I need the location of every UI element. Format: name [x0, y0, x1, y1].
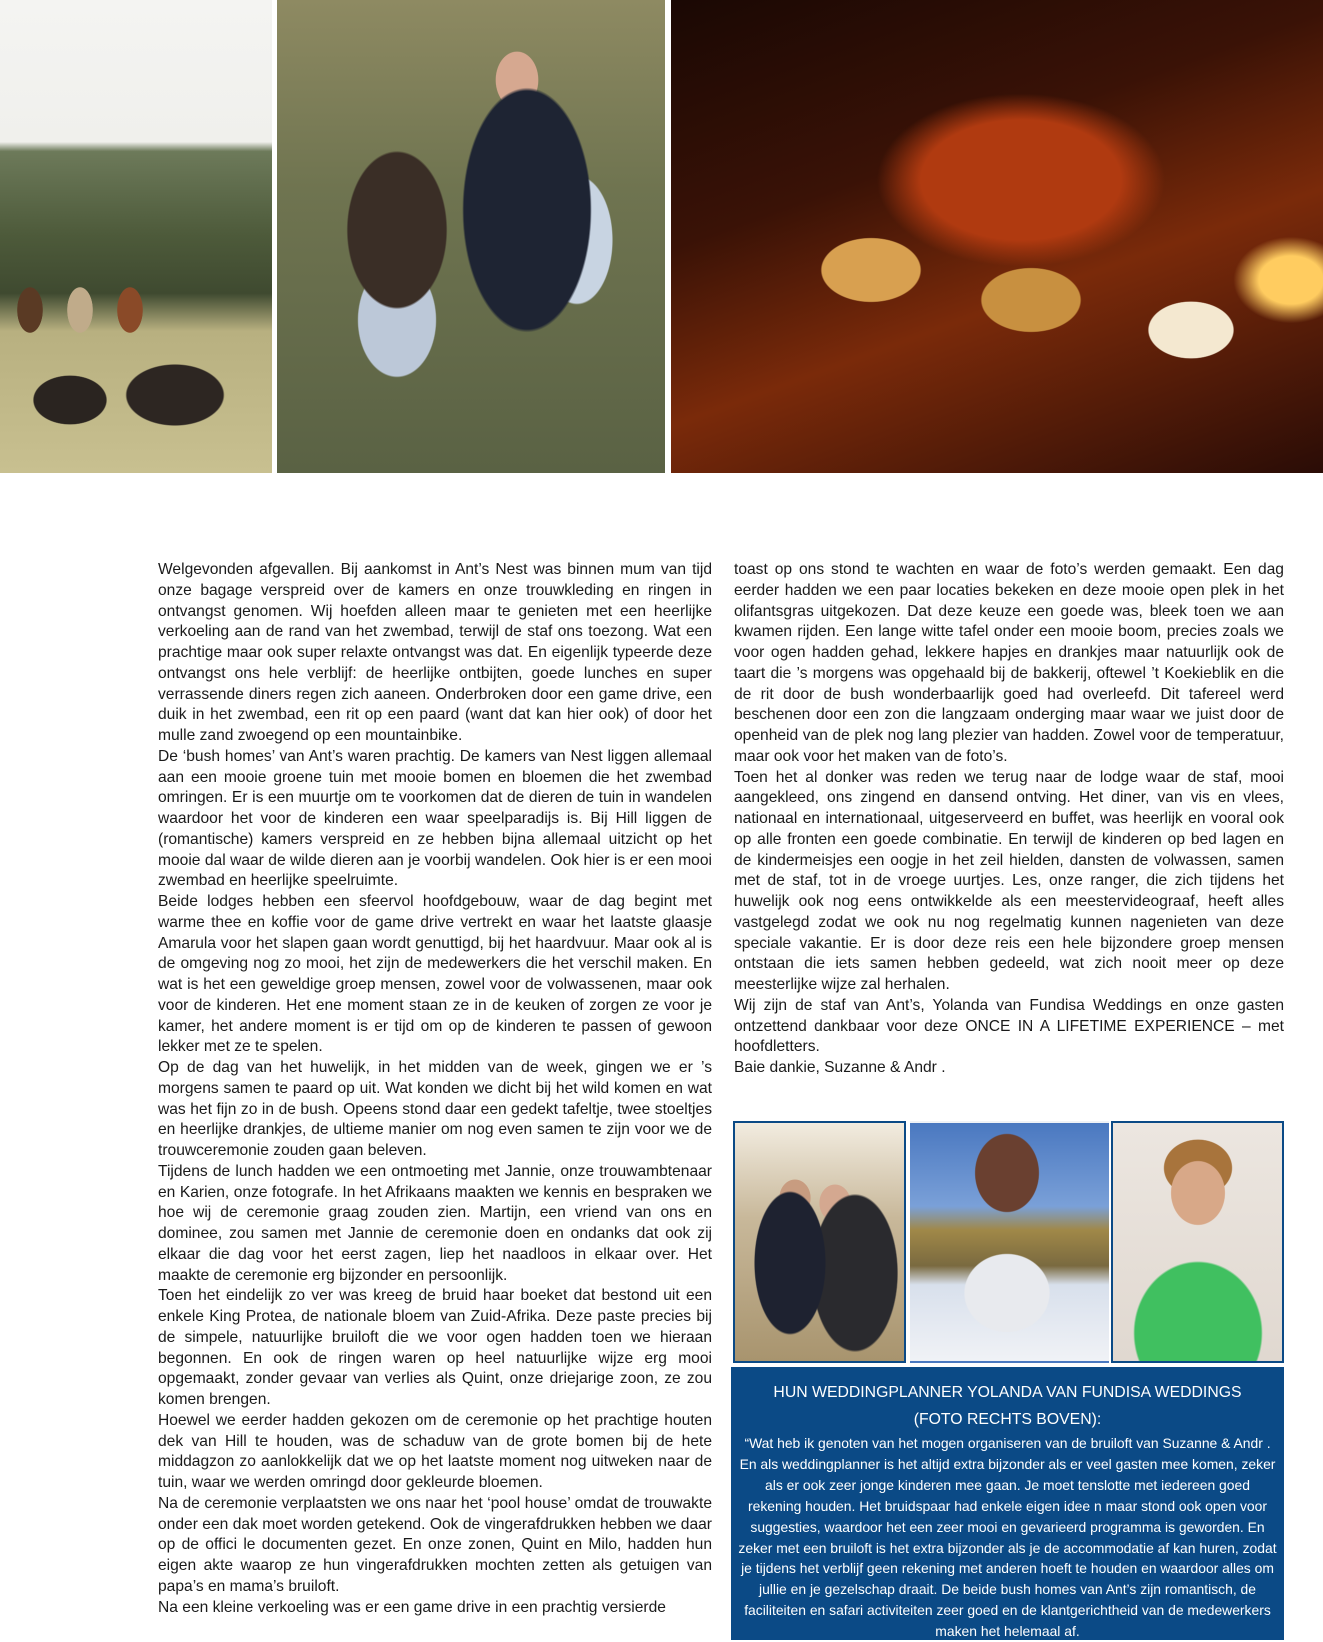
signature-line: Baie dankie, Suzanne & Andr .	[734, 1059, 946, 1076]
paragraph: Toen het al donker was reden we terug naar de lodge waar de staf, mooi aangekleed, ons zingend en dansend ontving. Het diner, van vis en vlees, nationaal en internationaal, uitgeserveerd en buffet, was heerlijk en vooral ook op alle fronten een goede combinatie. En terwijl de kinderen op bed lagen en de kindermeisjes een oogje in het zeil hielden, dansten de volwassen, samen met de staf, tot in de vroege uurtjes. Les, onze ranger, die zich tijdens het huwelijk ook nog eens ontwikkelde als een meestervideograaf, heeft alles vastgelegd zodat we ook nu nog regelmatig kunnen nagenieten van deze speciale vakantie. Er is door deze reis een hele bijzondere groep mensen ontstaan die iets samen hebben gedeeld, wat zich nooit meer op deze meesterlijke wijze zal herhalen.	[734, 768, 1284, 993]
box-heading-line2: (FOTO RECHTS BOVEN):	[913, 1411, 1102, 1428]
planner-quote: “Wat heb ik genoten van het mogen organiseren van de bruiloft van Suzanne & Andr . En als weddingplanner is het altijd extra bijzonder als er veel gasten mee komen, zeker als er ook zeer jonge kinderen mee gaan. Je moet tenslotte met iedereen goed rekening houden. Het bruidspaar had enkele eigen idee n maar stond ook open voor suggesties, waardoor het een zeer mooi en gevarieerd programma is geworden. En zeker met een bruiloft is het extra bijzonder als je de accommodatie af kan huren, zodat je tijdens het verblijf geen rekening met anderen hoeft te houden en waardoor alles om jullie en je gezelschap draait. De beide bush homes van Ant’s zijn romantisch, de faciliteiten en safari activiteiten zeer goed en de klantgerichtheid van de medewerkers maken het helemaal af.	[738, 1435, 1277, 1640]
paragraph: Na de ceremonie verplaatsten we ons naar het ‘pool house’ omdat de trouwakte onder een dak moet worden getekend. Ook de vingerafdrukken hebben we daar op de offici le documenten gezet. En onze zonen, Quint en Milo, hadden hun eigen akte waarop ze hun vingerafdrukken mochten zetten als getuigen van papa’s en mama’s bruiloft.	[158, 1494, 712, 1595]
wedding-planner-portrait-photo	[1111, 1121, 1284, 1363]
paragraph: Op de dag van het huwelijk, in het midden van de week, gingen we er ’s morgens samen te paard op uit. Wat konden we dicht bij het wild komen en wat was het fijn zo in de bush. Opeens stond daar een gedekt tafeltje, twee stoeltjes en heerlijke drankjes, de ultieme manier om nog even samen te zijn voor we de trouwceremonie zouden gaan beleven.	[158, 1059, 712, 1159]
paragraph: Hoewel we eerder hadden gekozen om de ceremonie op het prachtige houten dek van Hill te houden, was de schaduw van de grote bomen bij de hete middagzon zo aanlokkelijk dat we op het laatste moment nog uitweken naar de tuin, waar we werden omringd door gekleurde bloemen.	[158, 1411, 712, 1491]
couple-kissing-photo	[733, 1121, 906, 1363]
paragraph: Tijdens de lunch hadden we een ontmoeting met Jannie, onze trouwambtenaar en Karien, onze fotografe. In het Afrikaans maakten we kennis en bespraken we hoe wij de ceremonie graag zouden zien. Martijn, een vriend van ons en dominee, zou samen met Jannie de ceremonie doen en ondanks dat ook zij elkaar die dag voor het eerst zagen, liep het naadloos in elkaar over. Het maakte de ceremonie erg bijzonder en persoonlijk.	[158, 1162, 712, 1284]
paragraph: toast op ons stond te wachten en waar de foto’s werden gemaakt. Een dag eerder hadden we een paar locaties bekeken en deze mooie open plek in het olifantsgras uitgekozen. Dat deze keuze een goede was, bleek toen we aan kwamen rijden. Een lange witte tafel onder een mooie boom, precies zoals we voor ogen hadden gehad, lekkere hapjes en drankjes maar natuurlijk ook de taart die ’s morgens was opgehaald bij de bakkerij, oftewel ’t Koekieblik en die de rit door de bush wonderbaarlijk goed had overleefd. Dit tafereel werd beschenen door een zon die langzaam onderging maar waar we juist door de openheid van de plek nog lang plezier van hadden. Zowel voor de temperatuur, maar ook voor het maken van de foto’s.	[734, 561, 1284, 765]
article-left-column	[158, 560, 712, 1618]
candlelit-dinner-table-photo	[671, 0, 1323, 473]
paragraph: Toen het eindelijk zo ver was kreeg de bruid haar boeket dat bestond uit een enkele King Protea, de nationale bloem van Zuid-Afrika. Deze paste precies bij de simpele, natuurlijke bruiloft die we voor ogen hadden toen we hieraan begonnen. En ook de ringen waren op heel natuurlijke wijze erg mooi opgemaakt, zonder gevaar van verlies als Quint, onze driejarige zoon, ze zou komen brengen.	[158, 1287, 712, 1408]
paragraph: De ‘bush homes’ van Ant’s waren prachtig. De kamers van Nest liggen allemaal aan een mooie groene tuin met mooie bomen en bloemen die het zwembad omringen. Er is een muurtje om te voorkomen dat de dieren de tuin in wandelen waardoor het voor de kinderen een waar speelparadijs is. Bij Hill liggen de (romantische) kamers verspreid en ze hebben bijna allemaal uitzicht op het mooie dal waar de wilde dieren aan je voorbij wandelen. Ook hier is er een mooi zwembad en heerlijke speelruimte.	[158, 747, 712, 890]
wedding-cake-photo	[910, 1121, 1109, 1363]
article-right-column	[734, 560, 1284, 1079]
wedding-planner-quote-box	[731, 1367, 1284, 1640]
photo-strip	[733, 1121, 1284, 1363]
paragraph: Wij zijn de staf van Ant’s, Yolanda van Fundisa Weddings en onze gasten ontzettend dankbaar voor deze ONCE IN A LIFETIME EXPERIENCE – met hoofdletters.	[734, 996, 1284, 1056]
game-ride-with-buffalo-photo	[0, 0, 272, 473]
paragraph: Beide lodges hebben een sfeervol hoofdgebouw, waar de dag begint met warme thee en koffie voor de game drive vertrekt en waar het laatste glaasje Amarula voor het slapen gaan wordt genuttigd, bij het haardvuur. Maar ook al is de omgeving nog zo mooi, het zijn de medewerkers die het verschil maken. En wat is het een geweldige groep mensen, zowel voor de volwassenen, maar ook voor de kinderen. Het ene moment staan ze in de keuken of zorgen ze voor je kamer, het andere moment is er tijd om op de kinderen te passen of gewoon lekker met ze te spelen.	[158, 893, 712, 1056]
box-heading-line1: HUN WEDDINGPLANNER YOLANDA VAN FUNDISA WEDDINGS	[773, 1384, 1242, 1401]
paragraph: Welgevonden afgevallen. Bij aankomst in Ant’s Nest was binnen mum van tijd onze bagage verspreid over de kamers en onze trouwkleding en ringen in ontvangst genomen. Wij hoefden alleen maar te genieten met een heerlijke verkoeling aan de rand van het zwembad, terwijl de staf ons toezong. Wat een prachtige maar ook super relaxte ontvangst was dat. En eigenlijk typeerde deze ontvangst ons hele verblijf: de heerlijke ontbijten, goede lunches en super verrassende diners regen zich aaneen. Onderbroken door een game drive, een duik in het zwembad, een rit op een paard (want dat kan hier ook) of door het mulle zand zwoegend op een mountainbike.	[158, 561, 712, 744]
box-heading	[731, 1379, 1284, 1433]
family-in-grass-photo	[277, 0, 665, 473]
paragraph: Na een kleine verkoeling was er een game drive in een prachtig versierde	[158, 1598, 666, 1616]
